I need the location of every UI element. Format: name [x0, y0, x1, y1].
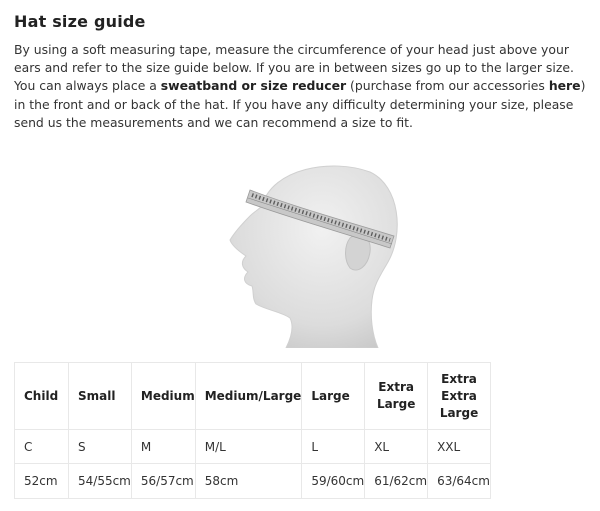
header-cell: Small — [69, 363, 132, 430]
table-cell: 54/55cm — [69, 464, 132, 499]
table-cell: S — [69, 430, 132, 464]
sweatband-link[interactable]: sweatband or size reducer — [160, 78, 347, 94]
table-cell: 61/62cm — [365, 464, 428, 499]
header-cell: Extra Extra Large — [428, 363, 491, 430]
size-table-header-row — [15, 363, 491, 430]
header-cell: Medium — [131, 363, 195, 430]
header-cell: Medium/Large — [195, 363, 302, 430]
table-cell: 59/60cm — [302, 464, 365, 499]
page-title: Hat size guide — [14, 12, 146, 31]
head-measurement-figure — [222, 150, 408, 348]
intro-text-2: (purchase from our accessories — [346, 78, 549, 94]
table-cell: M/L — [195, 430, 302, 464]
size-table — [14, 362, 491, 499]
header-cell: Extra Large — [365, 363, 428, 430]
table-row — [15, 464, 491, 499]
table-cell: XXL — [428, 430, 491, 464]
table-row — [15, 430, 491, 464]
header-cell: Large — [302, 363, 365, 430]
intro-text-3: ) in the front and or back of the hat. If you have any difficulty determining your size, please send us the measurements and we can recommend a size to fit. — [14, 78, 586, 130]
table-cell: XL — [365, 430, 428, 464]
intro-text-1: By using a soft measuring tape, measure the circumference of your head just above your ears and refer to the size guide below. If you are in between sizes go up to the larger size. You can always place a — [14, 42, 574, 94]
table-cell: 56/57cm — [131, 464, 195, 499]
table-cell: 52cm — [15, 464, 69, 499]
table-cell: L — [302, 430, 365, 464]
accessories-here-link[interactable]: here — [548, 78, 581, 94]
table-cell: 63/64cm — [428, 464, 491, 499]
mannequin-head-with-measuring-tape-icon — [222, 150, 408, 348]
intro-paragraph — [14, 41, 594, 132]
table-cell: C — [15, 430, 69, 464]
header-cell: Child — [15, 363, 69, 430]
table-cell: M — [131, 430, 195, 464]
table-cell: 58cm — [195, 464, 302, 499]
